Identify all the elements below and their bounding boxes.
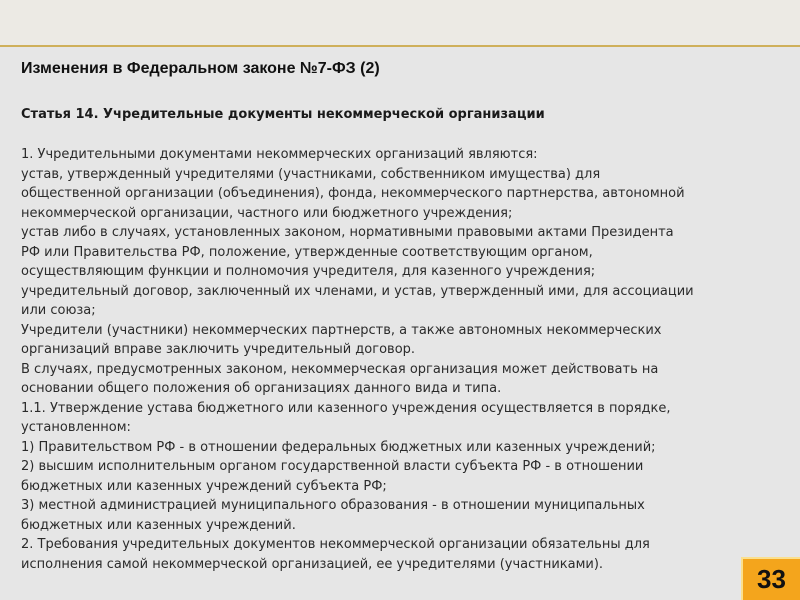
body-line: устав, утвержденный учредителями (участниками, собственником имущества) для xyxy=(21,166,601,182)
body-line: учредительный договор, заключенный их членами, и устав, утвержденный ими, для ассоциации xyxy=(21,283,694,299)
body-line: РФ или Правительства РФ, положение, утвержденные соответствующим органом, xyxy=(21,244,593,260)
body-text xyxy=(21,145,786,574)
body-line: осуществляющим функции и полномочия учредителя, для казенного учреждения; xyxy=(21,264,596,279)
body-line: исполнения самой некоммерческой организацией, ее учредителями (участниками). xyxy=(21,556,604,572)
page-number: 33 xyxy=(757,564,786,594)
slide-title: Изменения в Федеральном законе №7-ФЗ (2) xyxy=(21,60,380,77)
body-line: Учредители (участники) некоммерческих партнерств, а также автономных некоммерческих xyxy=(21,322,662,338)
body-line: 2) высшим исполнительным органом государственной власти субъекта РФ - в отношении xyxy=(21,459,644,474)
body-line: 2. Требования учредительных документов некоммерческой организации обязательны для xyxy=(21,537,650,552)
body-line: или союза; xyxy=(21,303,96,318)
body-line: бюджетных или казенных учреждений субъекта РФ; xyxy=(21,478,387,494)
body-line: 1) Правительством РФ - в отношении федеральных бюджетных или казенных учреждений; xyxy=(21,439,656,455)
body-line: В случаях, предусмотренных законом, некоммерческая организация может действовать на xyxy=(21,361,659,377)
body-line: установленном: xyxy=(21,420,131,435)
top-band xyxy=(0,0,800,45)
body-line: бюджетных или казенных учреждений. xyxy=(21,517,296,533)
body-line: основании общего положения об организациях данного вида и типа. xyxy=(21,381,502,396)
body-line: общественной организации (объединения), фонда, некоммерческого партнерства, автономной xyxy=(21,186,685,201)
body-line: устав либо в случаях, установленных законом, нормативными правовыми актами Президента xyxy=(21,225,674,240)
article-heading: Статья 14. Учредительные документы некоммерческой организации xyxy=(21,107,545,122)
body-line: организаций вправе заключить учредительный договор. xyxy=(21,342,416,357)
body-line: 3) местной администрацией муниципального образования - в отношении муниципальных xyxy=(21,498,645,513)
body-line: 1. Учредительными документами некоммерческих организаций являются: xyxy=(21,147,538,162)
body-line: некоммерческой организации, частного или бюджетного учреждения; xyxy=(21,205,513,221)
body-line: 1.1. Утверждение устава бюджетного или казенного учреждения осуществляется в порядке, xyxy=(21,400,671,416)
page-number-badge xyxy=(741,557,800,600)
